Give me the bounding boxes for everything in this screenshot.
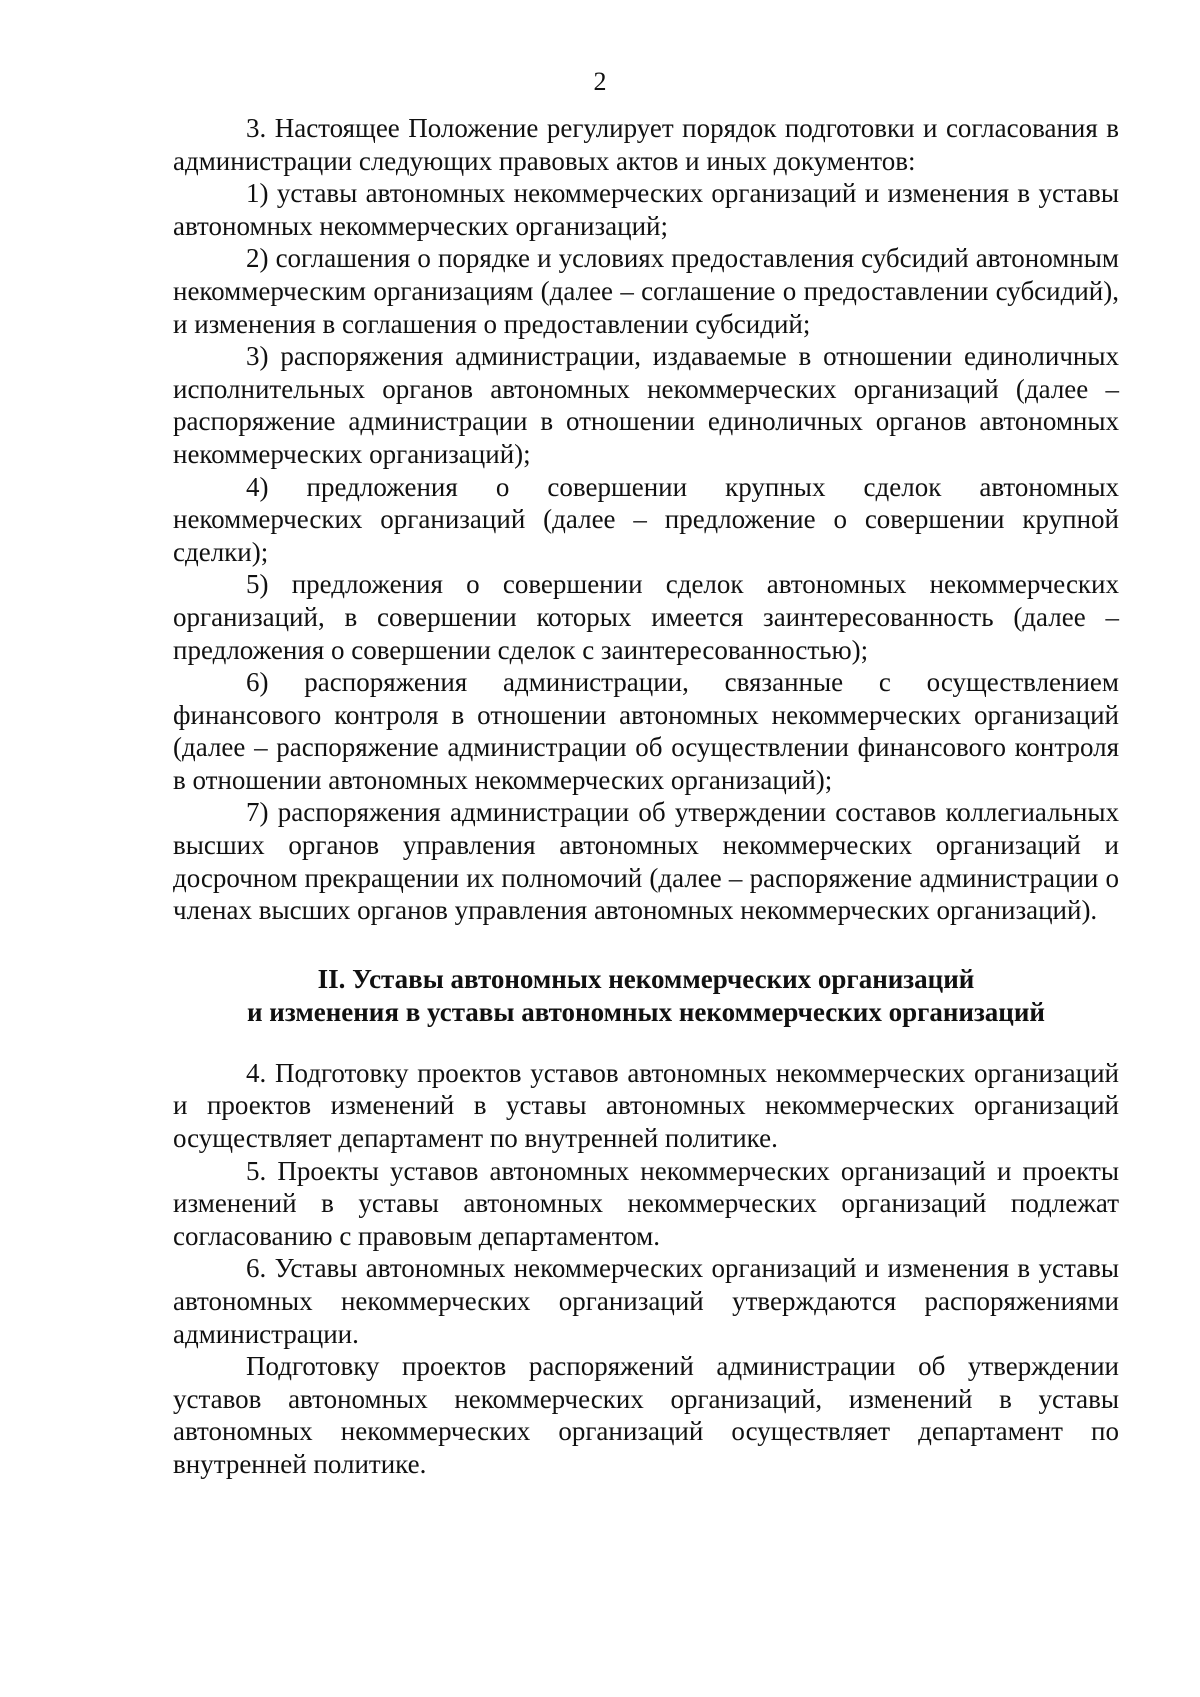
page-number: 2 — [593, 67, 607, 96]
section-heading — [173, 963, 1119, 1029]
list-item-7: 7) распоряжения администрации об утверждении составов коллегиальных высших органов управления автономных некоммерческих организаций и досрочном прекращении их полномочий (далее – распоряжение администрации о членах высших органов управления автономных некоммерческих организаций). — [173, 797, 1119, 926]
list-item-2: 2) соглашения о порядке и условиях предоставления субсидий автономным некоммерческим организациям (далее – соглашение о предоставлении субсидий), и изменения в соглашения о предоставлении субсидий; — [173, 243, 1119, 339]
section-heading-line-1: II. Уставы автономных некоммерческих организаций — [317, 963, 975, 994]
paragraph-5: 5. Проекты уставов автономных некоммерческих организаций и проекты изменений в уставы автономных некоммерческих организаций подлежат согласованию с правовым департаментом. — [173, 1155, 1119, 1251]
list-item-6: 6) распоряжения администрации, связанные с осуществлением финансового контроля в отношении автономных некоммерческих организаций (далее – распоряжение администрации об осуществлении финансового контроля в отношении автономных некоммерческих организаций); — [173, 667, 1119, 795]
list-item-1: 1) уставы автономных некоммерческих организаций и изменения в уставы автономных некоммерческих организаций; — [173, 178, 1119, 241]
list-item-4: 4) предложения о совершении крупных сделок автономных некоммерческих организаций (далее – предложение о совершении крупной сделки); — [173, 471, 1119, 567]
list-item-3: 3) распоряжения администрации, издаваемые в отношении единоличных исполнительных органов автономных некоммерческих организаций (далее – распоряжение администрации в отношении единоличных органов автономных некоммерческих организаций); — [173, 341, 1119, 469]
paragraph-4: 4. Подготовку проектов уставов автономных некоммерческих организаций и проектов изменений в уставы автономных некоммерческих организаций осуществляет департамент по внутренней политике. — [173, 1057, 1119, 1154]
document-body — [173, 112, 1119, 1481]
paragraph-6: 6. Уставы автономных некоммерческих организаций и изменения в уставы автономных некоммерческих организаций утверждаются распоряжениями администрации. — [173, 1253, 1119, 1349]
paragraph-3: 3. Настоящее Положение регулирует порядок подготовки и согласования в администрации следующих правовых актов и иных документов: — [173, 113, 1119, 176]
list-item-5: 5) предложения о совершении сделок автономных некоммерческих организаций, в совершении которых имеется заинтересованность (далее – предложения о совершении сделок с заинтересованностью); — [173, 569, 1119, 665]
paragraph-6-continuation: Подготовку проектов распоряжений администрации об утверждении уставов автономных некоммерческих организаций, изменений в уставы автономных некоммерческих организаций осуществляет департамент по внутренней политике. — [173, 1351, 1119, 1479]
section-heading-line-2: и изменения в уставы автономных некоммерческих организаций — [247, 996, 1045, 1027]
